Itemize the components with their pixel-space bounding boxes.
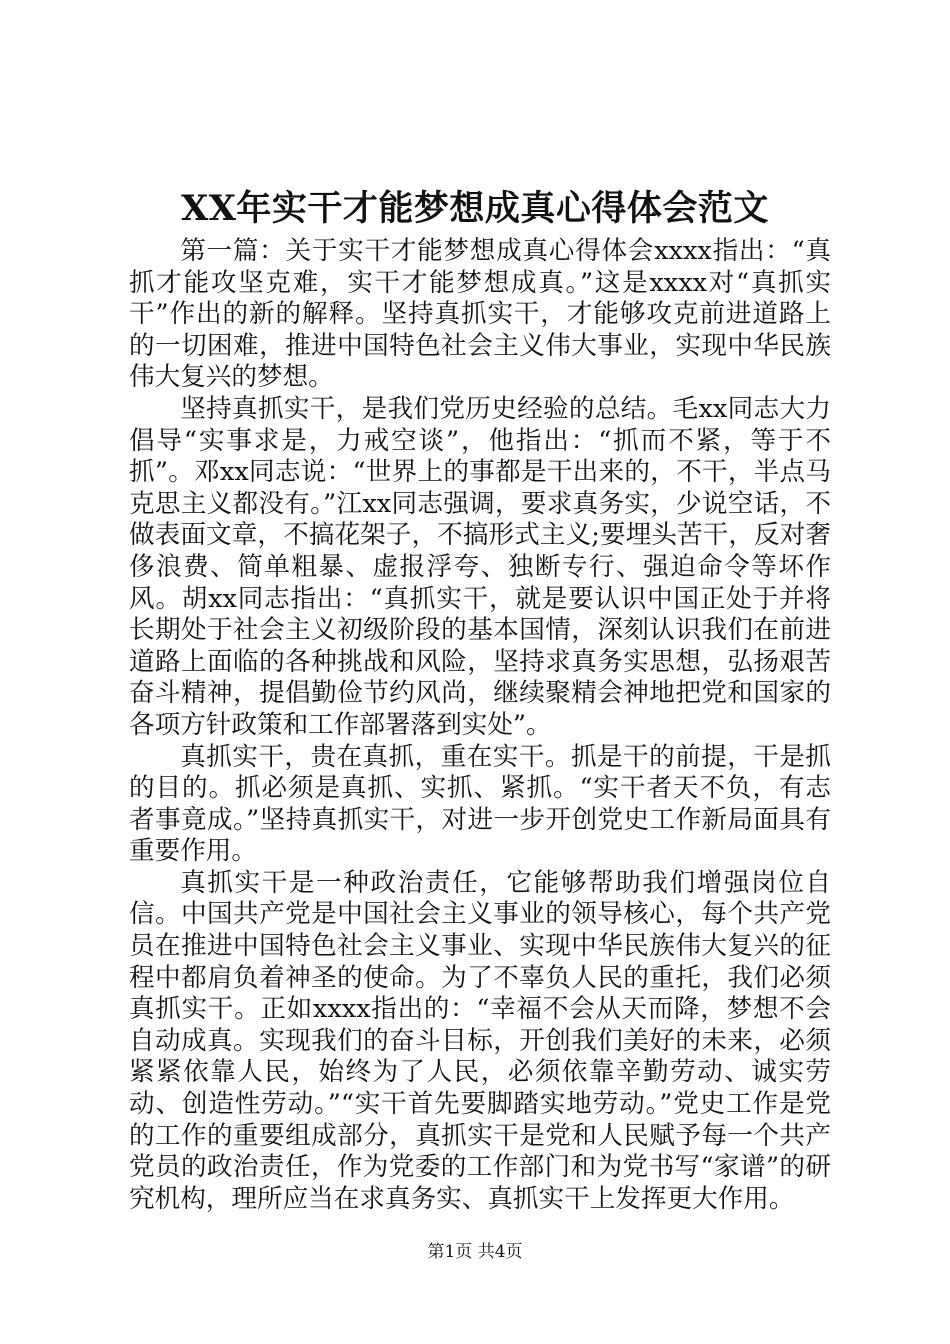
document-title: XX年实干才能梦想成真心得体会范文	[181, 188, 769, 229]
document-body	[129, 236, 831, 1215]
page-number-footer: 第1页 共4页	[427, 1242, 523, 1262]
paragraph-2: 坚持真抓实干，是我们党历史经验的总结。毛xx同志大力倡导“实事求是，力戒空谈”，他指出：“抓而不紧，等于不抓”。邓xx同志说：“世界上的事都是干出来的，不干，半点马克思主义都没有。”江xx同志强调，要求真务实，少说空话，不做表面文章，不搞花架子，不搞形式主义;要埋头苦干，反对奢侈浪费、简单粗暴、虚报浮夸、独断专行、强迫命令等坏作风。胡xx同志指出：“真抓实干，就是要认识中国正处于并将长期处于社会主义初级阶段的基本国情，深刻认识我们在前进道路上面临的各种挑战和风险，坚持求真务实思想，弘扬艰苦奋斗精神，提倡勤俭节约风尚，继续聚精会神地把党和国家的各项方针政策和工作部署落到实处”。	[129, 393, 831, 740]
paragraph-1: 第一篇：关于实干才能梦想成真心得体会xxxx指出：“真抓才能攻坚克难，实干才能梦想成真。”这是xxxx对“真抓实干”作出的新的解释。坚持真抓实干，才能够攻克前进道路上的一切困难，推进中国特色社会主义伟大事业，实现中华民族伟大复兴的梦想。	[129, 236, 831, 393]
paragraph-3: 真抓实干，贵在真抓，重在实干。抓是干的前提，干是抓的目的。抓必须是真抓、实抓、紧抓。“实干者天不负，有志者事竟成。”坚持真抓实干，对进一步开创党史工作新局面具有重要作用。	[129, 741, 831, 867]
paragraph-4: 真抓实干是一种政治责任，它能够帮助我们增强岗位自信。中国共产党是中国社会主义事业的领导核心，每个共产党员在推进中国特色社会主义事业、实现中华民族伟大复兴的征程中都肩负着神圣的使命。为了不辜负人民的重托，我们必须真抓实干。正如xxxx指出的：“幸福不会从天而降，梦想不会自动成真。实现我们的奋斗目标，开创我们美好的未来，必须紧紧依靠人民，始终为了人民，必须依靠辛勤劳动、诚实劳动、创造性劳动。”“实干首先要脚踏实地劳动。”党史工作是党的工作的重要组成部分，真抓实干是党和人民赋予每一个共产党员的政治责任，作为党委的工作部门和为党书写“家谱”的研究机构，理所应当在求真务实、真抓实干上发挥更大作用。	[129, 867, 831, 1214]
